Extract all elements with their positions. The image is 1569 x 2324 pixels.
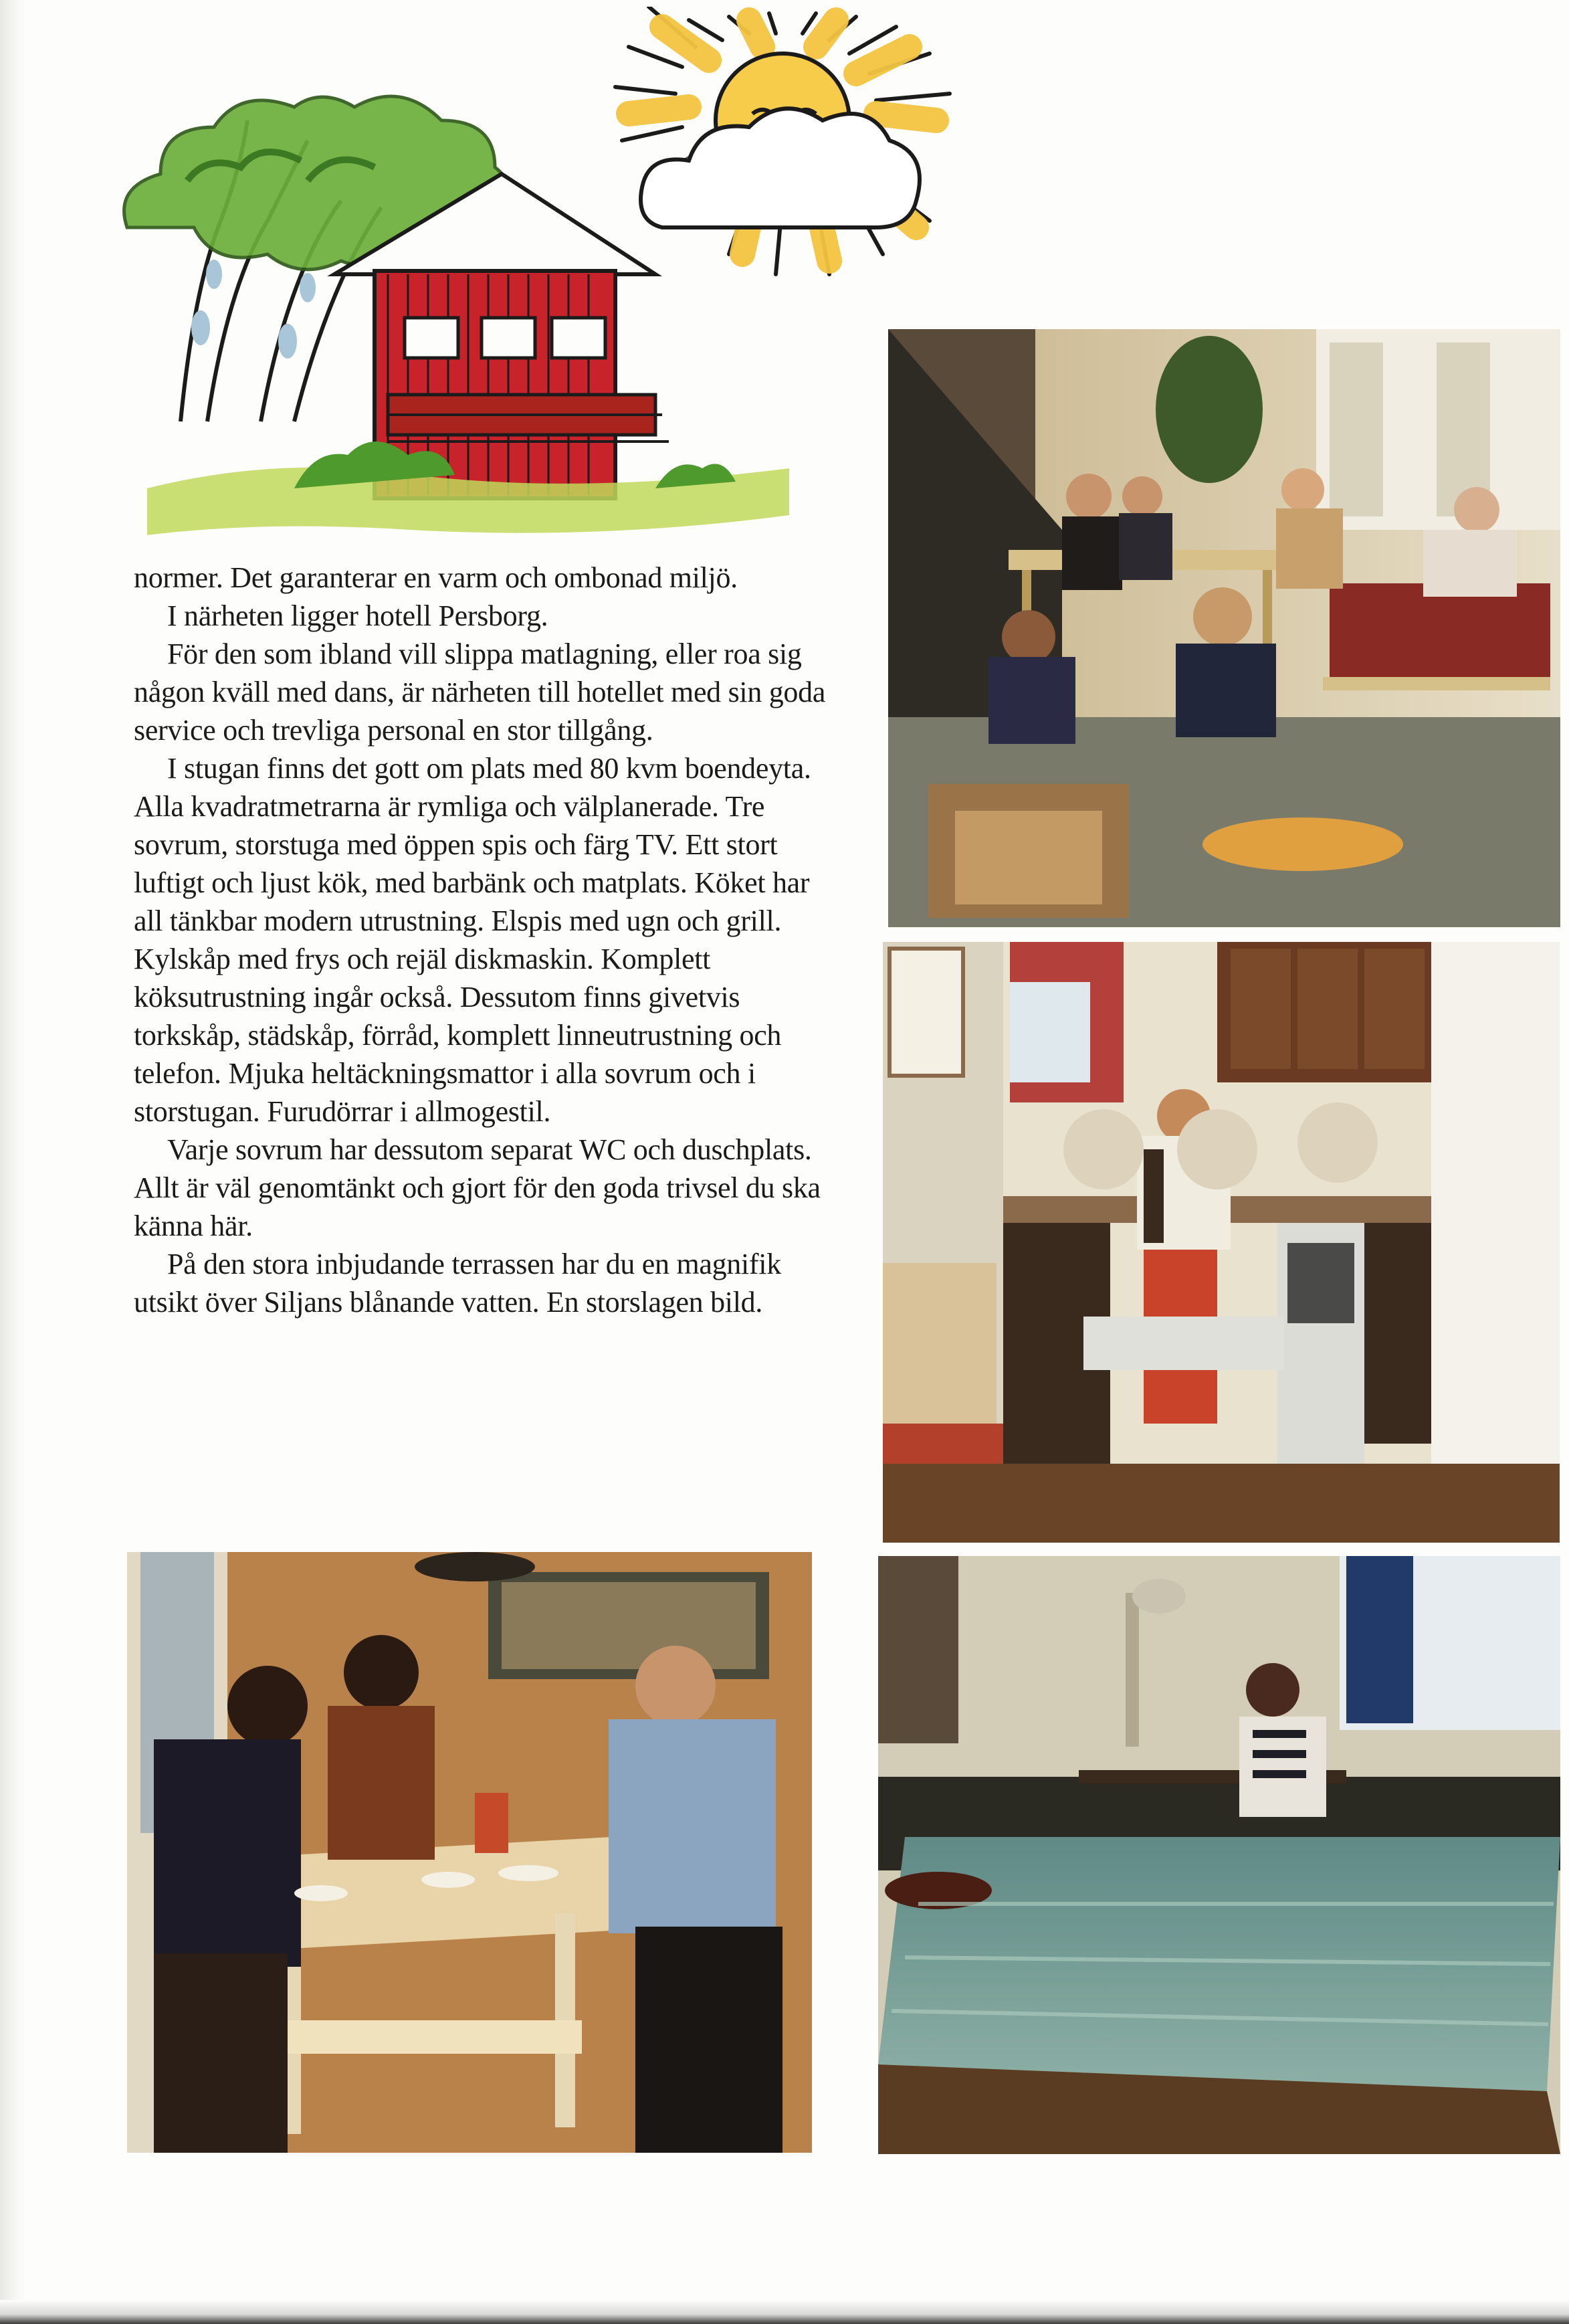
paragraph-4: I stugan finns det gott om plats med 80 kvm boendeyta. Alla kvadratmetrarna är rymliga och välplanerade. Tre sovrum, storstuga med öppen spis och färg TV. Ett stort luftigt och ljust kök, med barbänk och matplats. Köket har all tänkbar modern utrustning. Elspis med ugn och grill. Kylskåp med frys och rejäl diskmaskin. Komplett köksutrustning ingår också. Dessutom finns givetvis torkskåp, städskåp, förråd, komplett linneutrustning och telefon. Mjuka heltäckningsmattor i alla sovrum och i storstugan. Furudörrar i allmogestil.: [134, 752, 811, 1128]
dining-photo: [127, 1552, 812, 2153]
page-bottom-edge: [0, 2300, 1569, 2324]
body-text-column: [134, 559, 836, 1321]
paragraph-3: För den som ibland vill slippa matlagning, eller roa sig någon kväll med dans, är närheten till hotellet med sin goda service och trevliga personal en stor tillgång.: [134, 638, 826, 747]
kitchen-photo: [883, 942, 1560, 1543]
cabin-sun-illustration: [107, 7, 976, 542]
living-room-photo: [888, 329, 1560, 927]
paragraph-2: I närheten ligger hotell Persborg.: [167, 599, 548, 632]
page-edge-shadow: [0, 0, 27, 2324]
bedroom-photo: [878, 1556, 1560, 2154]
paragraph-5: Varje sovrum har dessutom separat WC och duschplats. Allt är väl genomtänkt och gjort för den goda trivsel du ska känna här.: [134, 1133, 821, 1242]
paragraph-1: normer. Det garanterar en varm och ombonad miljö.: [134, 561, 738, 594]
paragraph-6: På den stora inbjudande terrassen har du en magnifik utsikt över Siljans blånande vatten. En storslagen bild.: [134, 1248, 781, 1319]
illustration-drawing: [107, 7, 976, 542]
